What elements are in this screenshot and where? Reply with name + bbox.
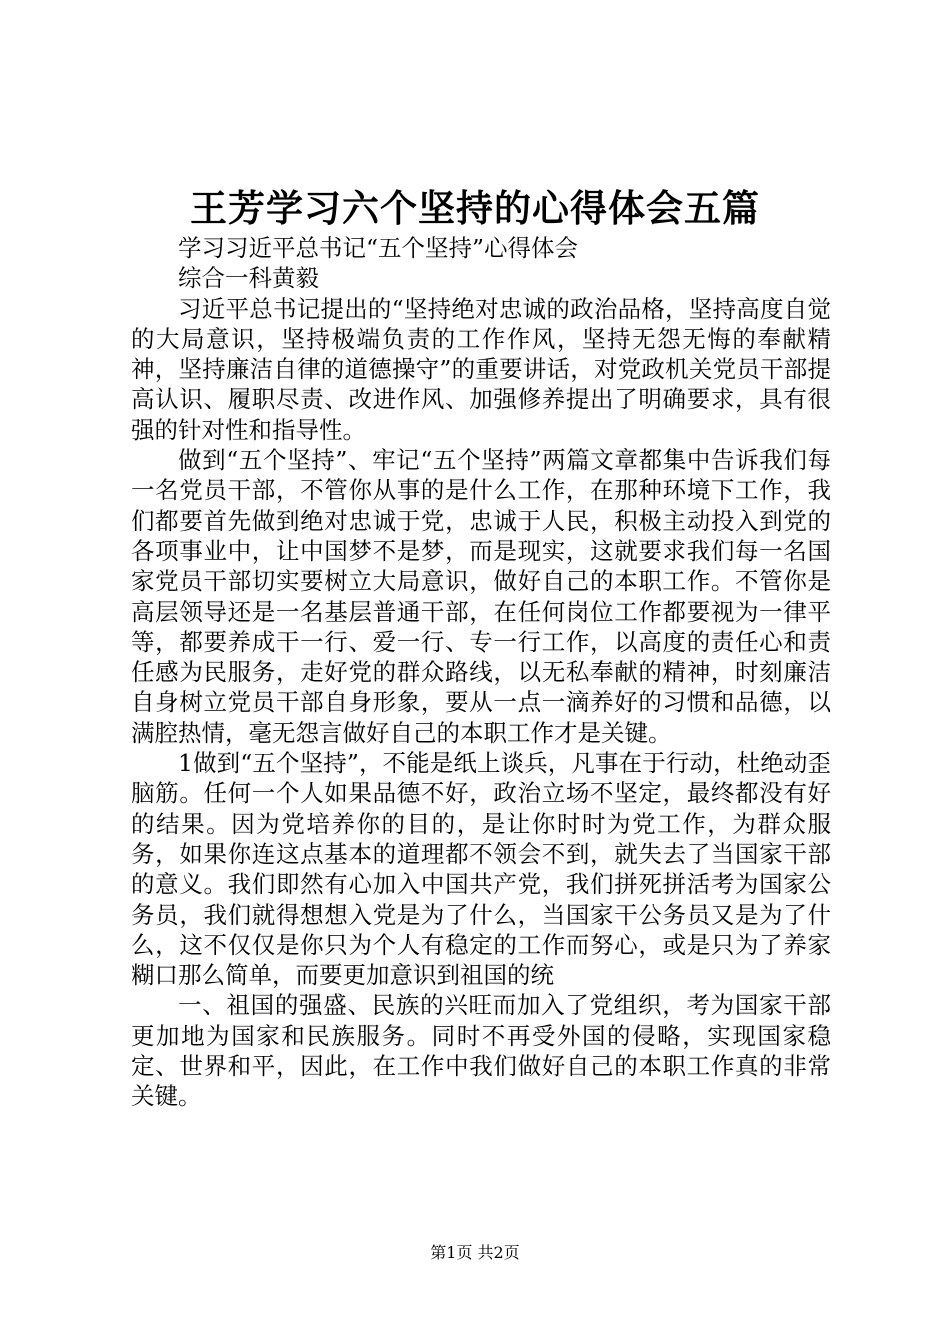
paragraph-2: 做到“五个坚持”、牢记“五个坚持”两篇文章都集中告诉我们每一名党员干部，不管你从事的是什么工作，在那种环境下工作，我们都要首先做到绝对忠诚于党，忠诚于人民，积极主动投入到党的各项事业中，让中国梦不是梦，而是现实，这就要求我们每一名国家党员干部切实要树立大局意识，做好自己的本职工作。不管你是高层领导还是一名基层普通干部，在任何岗位工作都要视为一律平等，都要养成干一行、爱一行、专一行工作，以高度的责任心和责任感为民服务，走好党的群众路线，以无私奉献的精神，时刻廉洁自身树立党员干部自身形象，要从一点一滴养好的习惯和品德，以满腔热情，毫无怨言做好自己的本职工作才是关键。: [131, 446, 831, 747]
document-title: 王芳学习六个坚持的心得体会五篇: [190, 186, 760, 230]
paragraph-subtitle: 学习习近平总书记“五个坚持”心得体会: [178, 234, 579, 262]
paragraph-3: 1做到“五个坚持”，不能是纸上谈兵，凡事在于行动，杜绝动歪脑筋。任何一个人如果品德不好，政治立场不坚定，最终都没有好的结果。因为党培养你的目的，是让你时时为党工作，为群众服务，如果你连这点基本的道理都不领会不到，就失去了当国家干部的意义。我们即然有心加入中国共产党，我们拼死拼活考为国家公务员，我们就得想想入党是为了什么，当国家干公务员又是为了什么，这不仅仅是你只为个人有稳定的工作而努心，或是只为了养家糊口那么简单，而要更加意识到祖国的统: [131, 749, 831, 990]
paragraph-author: 综合一科黄毅: [178, 264, 319, 293]
page-footer: 第1页 共2页: [430, 1243, 520, 1262]
paragraph-1: 习近平总书记提出的“坚持绝对忠诚的政治品格，坚持高度自觉的大局意识，坚持极端负责的工作作风，坚持无怨无悔的奉献精神，坚持廉洁自律的道德操守”的重要讲话，对党政机关党员干部提高认识、履职尽责、改进作风、加强修养提出了明确要求，具有很强的针对性和指导性。: [131, 294, 831, 444]
paragraph-4: 一、祖国的强盛、民族的兴旺而加入了党组织，考为国家干部更加地为国家和民族服务。同时不再受外国的侵略，实现国家稳定、世界和平，因此，在工作中我们做好自己的本职工作真的非常关键。: [131, 991, 831, 1111]
document-body: [131, 233, 831, 1112]
